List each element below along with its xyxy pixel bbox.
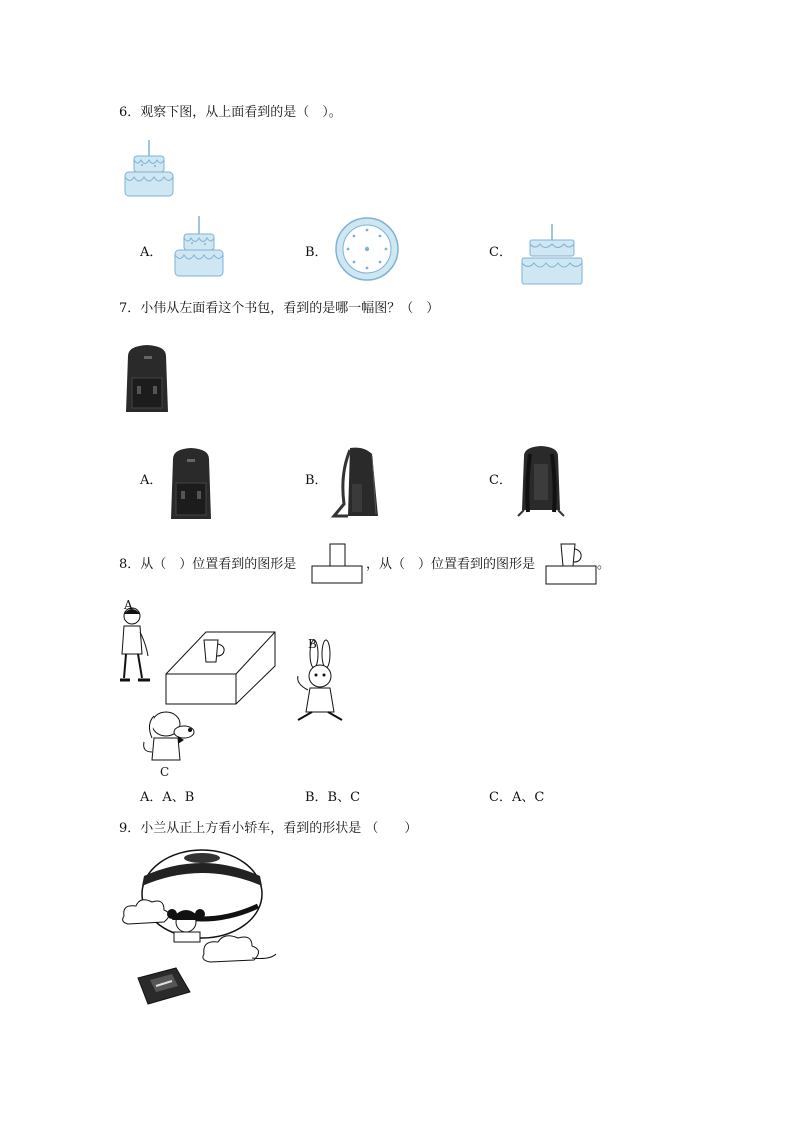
option-6a-label[interactable]: A． [140,245,163,260]
question-8-text-part1: 8．从（ ）位置看到的图形是 [119,557,297,572]
option-6c-label[interactable]: C． [489,245,512,260]
question-6-text: 6．观察下图，从上面看到的是（ ）。 [119,105,342,120]
backpack-reference-icon [122,342,172,416]
option-7b-label[interactable]: B． [305,473,328,488]
cup-on-box-view-icon [311,542,363,584]
question-8-text-part2: ，从（ ）位置看到的图形是 [366,557,536,572]
question-9-text: 9．小兰从正上方看小轿车，看到的形状是 （ ） [119,821,418,836]
option-7c-label[interactable]: C． [489,473,512,488]
sedan-chair-scene [120,846,280,1008]
scene-label-a: A [124,598,133,612]
option-6b-label[interactable]: B． [305,245,328,260]
cake-top-icon[interactable] [334,216,400,282]
cake-reference-icon [122,138,176,200]
option-8c[interactable]: C．A、C [489,790,545,805]
cup-handle-on-box-view-icon [545,542,597,586]
viewpoint-scene [112,596,352,782]
scene-label-b: B [308,637,317,651]
backpack-side-icon[interactable] [330,444,384,520]
option-8b[interactable]: B．B、C [305,790,361,805]
question-8-text-part3: 。 [597,557,611,572]
backpack-front-icon[interactable] [167,445,215,521]
option-8a[interactable]: A．A、B [140,790,195,805]
cake-front-icon[interactable] [172,214,226,278]
backpack-back-icon[interactable] [514,444,568,520]
option-7a-label[interactable]: A． [140,473,163,488]
scene-label-c: C [160,765,170,779]
question-7-text: 7．小伟从左面看这个书包，看到的是哪一幅图？（ ） [119,301,440,316]
cake-wide-icon[interactable] [520,222,584,286]
